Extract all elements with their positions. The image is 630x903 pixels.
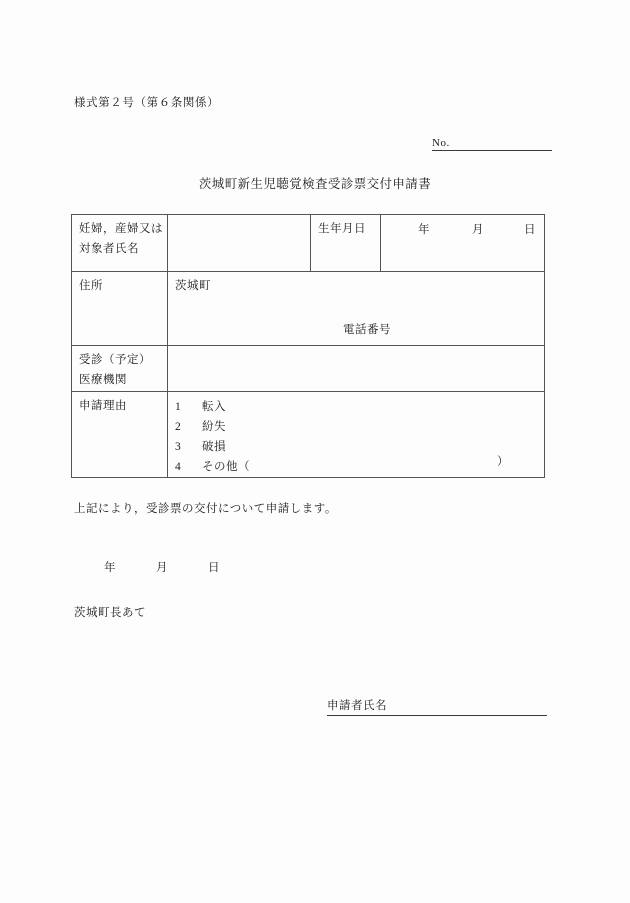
reason-option-2[interactable] (175, 417, 544, 437)
reason-option-4-number: 4 (175, 460, 182, 473)
address-label-cell: 住所 (72, 272, 168, 346)
document-number-label: No. (432, 137, 450, 149)
application-table (71, 214, 545, 478)
form-code: 様式第２号（第６条関係） (74, 97, 220, 109)
reason-option-2-label: 紛失 (202, 420, 226, 433)
reason-options-cell (168, 391, 545, 477)
document-number-field[interactable] (432, 137, 552, 151)
name-label-cell (72, 215, 168, 272)
reason-option-3-label: 破損 (202, 440, 226, 453)
reason-option-1-number: 1 (175, 400, 182, 413)
address-value-cell[interactable] (168, 272, 545, 346)
table-row-address (72, 272, 545, 346)
submission-month-unit: 月 (156, 562, 168, 574)
birthdate-year-unit: 年 (418, 224, 430, 236)
reason-option-3-number: 3 (175, 440, 182, 453)
page-title: 茨城町新生児聴覚検査受診票交付申請書 (198, 177, 432, 191)
birthdate-month-unit: 月 (472, 224, 484, 236)
applicant-signature-rule[interactable] (387, 701, 547, 716)
reason-option-1[interactable] (175, 397, 544, 417)
table-row-name (72, 215, 545, 272)
table-row-institution (72, 346, 545, 392)
institution-label-line1: 受診（予定） (79, 354, 151, 366)
name-label-line2: 対象者氏名 (79, 242, 139, 255)
telephone-label: 電話番号 (343, 324, 391, 337)
birthdate-value-cell[interactable] (381, 215, 545, 272)
institution-label-cell (72, 346, 168, 392)
reason-other-paren-close: ） (497, 455, 509, 468)
institution-value-cell[interactable] (168, 346, 545, 392)
submission-year-unit: 年 (104, 562, 116, 574)
reason-label-cell: 申請理由 (72, 391, 168, 477)
document-number-rule[interactable] (450, 137, 552, 151)
name-label-line1: 妊婦，産婦又は (79, 223, 163, 235)
applicant-signature-field[interactable] (327, 697, 547, 716)
reason-option-4[interactable] (175, 457, 544, 477)
reason-option-4-label: その他（ (202, 460, 250, 473)
declaration-statement: 上記により，受診票の交付について申請します。 (74, 503, 337, 515)
birthdate-blank[interactable] (388, 220, 544, 241)
reason-option-3[interactable] (175, 437, 544, 457)
address-prefilled-town: 茨城町 (175, 280, 211, 292)
addressee-line: 茨城町長あて (74, 607, 146, 619)
reason-option-1-label: 転入 (202, 400, 226, 413)
submission-date-blank[interactable] (104, 559, 220, 575)
birthdate-label-cell: 生年月日 (311, 215, 381, 272)
institution-label-line2: 医療機関 (79, 373, 127, 386)
name-value-cell[interactable] (168, 215, 311, 272)
applicant-signature-label: 申請者氏名 (327, 697, 387, 716)
birthdate-day-unit: 日 (524, 224, 536, 236)
reason-option-2-number: 2 (175, 420, 182, 433)
table-row-reason (72, 391, 545, 477)
submission-day-unit: 日 (208, 562, 220, 574)
